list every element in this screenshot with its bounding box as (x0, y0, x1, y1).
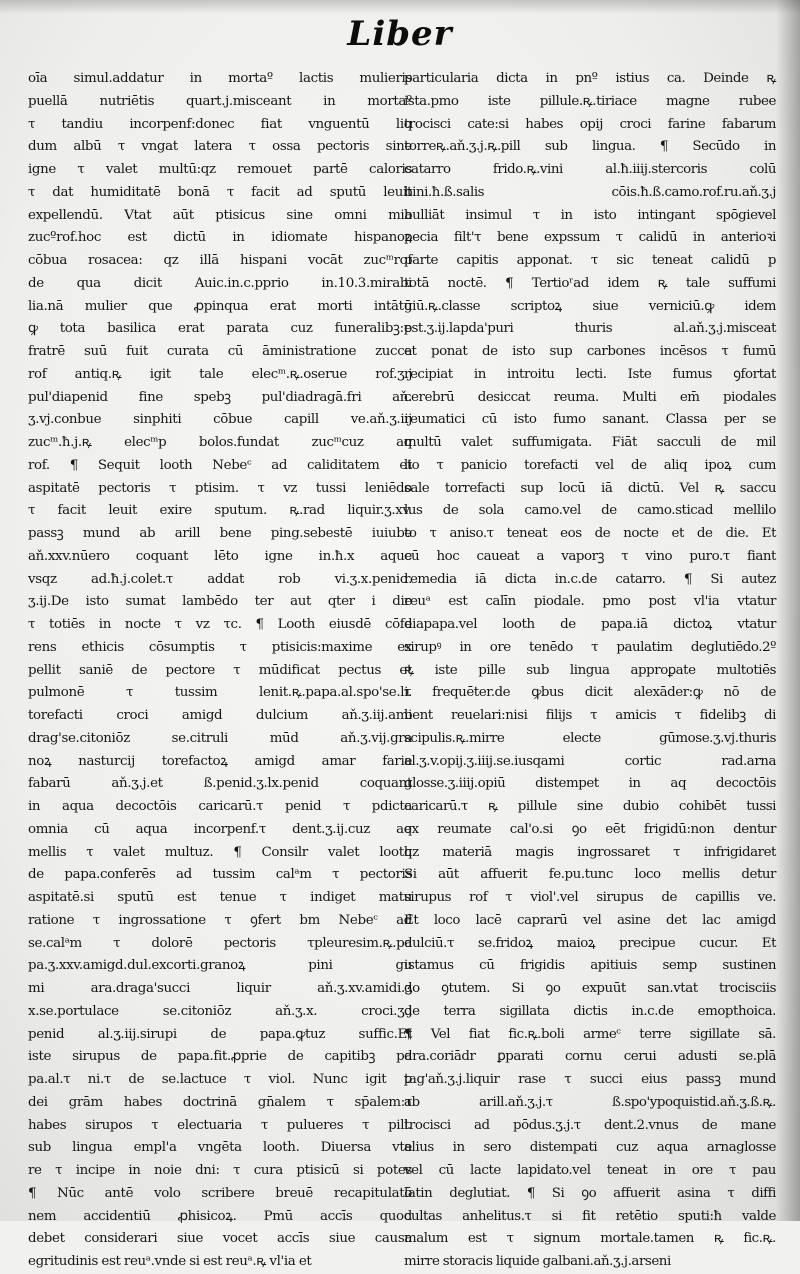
left-column-line: aň.xxv.nūero coquant lēto igne in.ħ.x aque (28, 548, 412, 564)
right-column-line: catarro frido.ꝶ.vini al.ħ.iiij.stercoris colū (404, 162, 776, 177)
left-column-line: τ facit leuit exire sputum. ꝶ.rad liquir.ʒ.xv. (28, 503, 412, 519)
right-column-line: glosse.ʒ.iiij.opiū distempet in aq decoctōis (404, 776, 776, 792)
left-column-line: egritudinis est reuᵃ.vnde si est reuᵃ.ꝶ vl'ia et (28, 1254, 312, 1269)
left-column-line: ꝙ tota basilica erat parata cuz funeralibꝫ:p (28, 321, 412, 337)
right-column-line: ista.pmo iste pillule.ꝶ.tiriace magne rubee (404, 93, 776, 109)
right-column-line: cū hoc caueat a vaporꝫ τ vino puro.τ fiant (404, 548, 776, 564)
left-column-line: rens ethicis cōsumptis τ ptisicis:maxime ex (28, 639, 412, 655)
left-column-line: aspitatē pectoris τ ptisim. τ vz tussi leniēdo (28, 480, 412, 496)
right-column-line: latin deglutiat. ¶ Si ꝯo affuerit asina τ diffi (404, 1185, 776, 1201)
running-head-title: Liber (347, 14, 453, 54)
right-column-line: to τ aniso.τ teneat eos de nocte et de die. Et (404, 526, 776, 541)
right-column-line: bent reuelari:nisi filijs τ amicis τ fidelibꝫ di (404, 708, 776, 723)
right-column-line: multū valet suffumigata. Fiāt sacculi de mil (404, 435, 776, 450)
right-column-line: sale torrefacti sup locū iā dictū. Vel ꝶ saccu (404, 480, 776, 496)
right-column-line: recipiat in introitu lecti. Iste fumus ꝯfortat (404, 366, 776, 382)
right-column-line: caricarū.τ ꝶ pillule sine dubio cohibēt tussi (404, 799, 776, 814)
right-column-line: ex reumate cal'o.si ꝯo eēt frigidū:non dentur (404, 821, 776, 837)
left-column-line: zucºrof.hoc est dictū in idiomate hispanoꝝ (28, 230, 412, 246)
left-column-line: ʒ.ij.De isto sumat lambēdo ter aut qter i die (28, 594, 412, 610)
left-column-line: x.se.portulace se.citoniōz aň.ʒ.x. croci.ʒ.j (28, 1003, 412, 1019)
left-column-line: dei grām habes doctrinā gn̄alem τ sp̄alem:τ (28, 1094, 412, 1110)
right-column-line: cultas anhelitus.τ si fit retētio sputi:ħ valde (404, 1208, 776, 1224)
left-column-line: puellā nutriētis quart.j.misceant in mortaº (28, 93, 412, 109)
left-column-line: fabarū aň.ʒ.j.et ß.penid.ʒ.lx.penid coquant (28, 776, 412, 792)
right-column-line: alius in sero distempati cuz aqua arnaglosse (404, 1140, 776, 1156)
left-column-line: τ dat humiditatē bonā τ facit ad sputū leuit (28, 184, 412, 200)
left-column-line: pa.al.τ ni.τ de se.lactuce τ viol. Nunc igit p (28, 1072, 412, 1087)
right-column-line: cerebrū desiccat reuma. Multi em̄ piodales (404, 389, 776, 405)
right-column-line: diapapa.vel looth de papa.iā dictoꝝ vtatur (404, 617, 776, 632)
right-column-line: qz materiā magis ingrossaret τ infrigidaret (404, 844, 776, 860)
right-column-line: Si aūt affuerit fe.pu.tunc loco mellis detur (404, 867, 776, 883)
right-column-line: totā noctē. ¶ Tertioʳad idem ꝶ tale suffumi (404, 275, 776, 291)
left-column-line: re τ incipe in noie dni: τ cura ptisicū si potes (28, 1163, 412, 1178)
right-column-line: torreꝶ.aň.ʒ.j.ꝶ.pill sub lingua. ¶ Secūdo in (404, 139, 776, 155)
right-column-line: particularia dicta in pnº istius ca. Deinde ꝶ (404, 71, 776, 86)
right-column-line: dulciū.τ se.fridoꝝ maioꝝ precipue cucur. Et (404, 935, 776, 951)
right-column-line: lus de sola camo.vel de camo.sticad mellilo (404, 503, 776, 519)
right-column-line: ¶ Vel fiat fic.ꝶ.boli armeᶜ terre sigillate sā. (404, 1026, 776, 1042)
left-column-line: aspitatē.si sputū est tenue τ indiget matu (28, 890, 412, 905)
left-column-line: mellis τ valet multuz. ¶ Consilr valet looth (28, 844, 412, 860)
right-column-line: de terra sigillata dictis in.c.de emopthoica. (404, 1003, 776, 1019)
left-column-line: de qua dicit Auic.in.c.pprio in.10.3.mirabi (28, 275, 412, 291)
right-column-line: sirupꝰ in ore tenēdo τ paulatim deglutiēdo.2º (404, 639, 776, 655)
right-column-line: giū.ꝶ.classe scriptoꝝ siue verniciū.ꝙ idem (404, 298, 776, 314)
left-column-line: penid al.ʒ.iij.sirupi de papa.ꝙtuz suffic.Et (28, 1026, 412, 1042)
left-column-line: pulmonē τ tussim lenit.ꝶ.papa.al.spo'se.li. (28, 685, 412, 701)
right-column-line: parte capitis apponat. τ sic teneat calidū p (404, 253, 776, 268)
left-column-line: pellit saniē de pectore τ mūdificat pectus et (28, 662, 412, 678)
right-column-line: istamus cū frigidis apitiuis semp sustinen (404, 958, 776, 974)
left-column-line: in aqua decoctōis caricarū.τ penid τ pdicta (28, 799, 412, 814)
left-column-line: pa.ʒ.xxv.amigd.dul.excorti.granoꝝ pini gu (28, 958, 412, 974)
left-column-line: oīa simul.addatur in mortaº lactis mulieris (28, 71, 412, 86)
right-column-line: lio τ panicio torefacti vel de aliq ipoꝝ cum (404, 457, 776, 473)
left-column-line: nem accidentiū ꝓhisicoꝝ. Pmū accīs quod (28, 1208, 412, 1224)
left-column-line: dum albū τ vngat latera τ ossa pectoris sine (28, 139, 412, 155)
right-column-line: vel cū lacte lapidato.vel teneat in ore τ pau (404, 1163, 776, 1178)
right-column-line: trocisci ad pōdus.ʒ.j.τ dent.2.vnus de mane (404, 1117, 776, 1133)
left-column-line: passꝫ mund ab arill bene ping.sebestē iuiube (28, 526, 412, 541)
right-column-line: ꝶ iste pille sub lingua approꝑate multotiēs (404, 662, 776, 678)
right-text-column (404, 68, 776, 1274)
left-column-line: sub lingua empl'a vngēta looth. Diuersa vte (28, 1140, 412, 1156)
right-column-line: est.ʒ.ij.lapda'puri thuris al.aň.ʒ.j.misceat (404, 321, 776, 337)
left-column-line: drag'se.citoniōz se.citruli mūd aň.ʒ.vij.gra (28, 730, 412, 746)
right-column-line: mirre storacis liquide galbani.aň.ʒ.j.arseni (404, 1254, 671, 1269)
right-column-line: al.ʒ.v.opij.ʒ.iiij.se.iusqami cortic rad.arna (404, 753, 776, 769)
right-column-line: reuᵃ est calīn piodale. pmo post vl'ia vtatur (404, 594, 776, 610)
left-text-column (28, 68, 412, 1274)
left-column-line: fratrē suū fuit curata cū āministratione zucca (28, 344, 412, 359)
right-column-line: remedia iā dicta in.c.de catarro. ¶ Si autez (404, 571, 776, 587)
left-column-line: lia.nā mulier que ꝓpinqua erat morti intātū (28, 298, 412, 314)
right-column-line: do ꝯtutem. Si ꝯo expuūt san.vtat trocisciis (404, 981, 776, 996)
right-column-line: dra.coriādr ꝑparati cornu cerui adusti se.plā (404, 1049, 776, 1065)
left-column-line: mi ara.draga'succi liquir aň.ʒ.xv.amidi.ʒ (28, 981, 412, 996)
left-column-line: pul'diapenid fine spebꝫ pul'diadragā.fri aň. (28, 389, 412, 405)
left-column-line: rof. ¶ Sequit looth Nebeᶜ ad caliditatem et (28, 457, 412, 473)
left-column-line: ¶ Nūc antē volo scribere breuē recapitulatō (28, 1185, 412, 1201)
left-column-line: rof antiq.ꝶ igit tale elecᵐ.ꝶ.oserue rof.ʒ.j (28, 366, 412, 382)
left-column-line: zucᵐ.ħ.j.ꝶ elecᵐp bolos.fundat zucᵐcuz aq (28, 435, 412, 450)
left-column-line: debet considerari siue vocet accīs siue causa (28, 1231, 412, 1247)
left-column-line: omnia cū aqua incorpenf.τ dent.ʒ.ij.cuz aq (28, 821, 412, 837)
left-column-line: expellendū. Vtat aūt ptisicus sine omni mia (28, 207, 412, 223)
right-column-line: reumatici cū isto fumo sanant. Classa per se (404, 412, 776, 428)
left-column-line: habes sirupos τ electuaria τ pulueres τ pill. (28, 1117, 412, 1133)
right-column-line: malum est τ signum mortale.tamen ꝶ fic.ꝶ. (404, 1231, 776, 1247)
right-column-line: tag'aň.ʒ.j.liquir rase τ succi eius passꝫ mund (404, 1072, 776, 1087)
left-column-line: igne τ valet multū:qz remouet partē caloris (28, 162, 412, 177)
page-right-shadow (776, 0, 800, 1221)
left-column-line: τ tandiu incorpenf:donec fiat vnguentū liq (28, 116, 412, 132)
right-column-line: sirupus rof τ viol'.vel sirupus de capillis ve. (404, 890, 776, 905)
right-column-line: ab arill.aň.ʒ.j.τ ß.spo'ypoquistid.aň.ʒ.ß.ꝶ. (404, 1094, 776, 1110)
right-column-line: trocisci cate:si habes opij croci farine fabarum (404, 116, 776, 132)
right-column-line: et ponat de isto sup carbones incēsos τ fumū (404, 344, 776, 359)
left-column-line: vsqz ad.ħ.j.colet.τ addat rob vi.ʒ.x.penid. (28, 571, 412, 587)
right-column-line: scipulis.ꝶ.mirre electe gūmose.ʒ.vj.thuris (404, 730, 776, 746)
right-column-line: bulliāt insimul τ in isto intingant spōgievel (404, 207, 776, 223)
right-column-line: bini.ħ.ß.salis cōis.ħ.ß.camo.rof.ru.aň.ʒ.j (404, 184, 776, 200)
left-column-line: ratione τ ingrossatione τ ꝯfert bm Nebeᶜ ad (28, 912, 412, 928)
left-column-line: iste sirupus de papa.fit.ꝓprie de capitibꝫ pa (28, 1049, 412, 1065)
left-column-line: ʒ.vj.conbue sinphiti cōbue capill ve.aň.ʒ.iij (28, 412, 412, 428)
left-column-line: cōbua rosacea: qz illā hispani vocāt zucᵐrof (28, 253, 412, 268)
left-column-line: noꝝ nasturcij torefactoꝝ amigd amar farie (28, 753, 412, 769)
right-column-line: pecia filt'τ bene expssum τ calidū in anterioꝛi (404, 230, 776, 246)
left-column-line: τ totiēs in nocte τ vz τc. ¶ Looth eiusdē cōfe (28, 617, 412, 632)
left-column-line: torefacti croci amigd dulcium aň.ʒ.iij.ami (28, 708, 412, 723)
left-column-line: de papa.conferēs ad tussim calᵃm τ pectoris (28, 867, 412, 883)
right-column-line: τ frequēter.de ꝙbus dicit alexāder:ꝙ nō de (404, 685, 776, 701)
right-column-line: Et loco lacē caprarū vel asine det lac amigd (404, 912, 776, 928)
left-column-line: se.calᵃm τ dolorē pectoris τpleuresim.ꝶ.pa (28, 935, 412, 951)
